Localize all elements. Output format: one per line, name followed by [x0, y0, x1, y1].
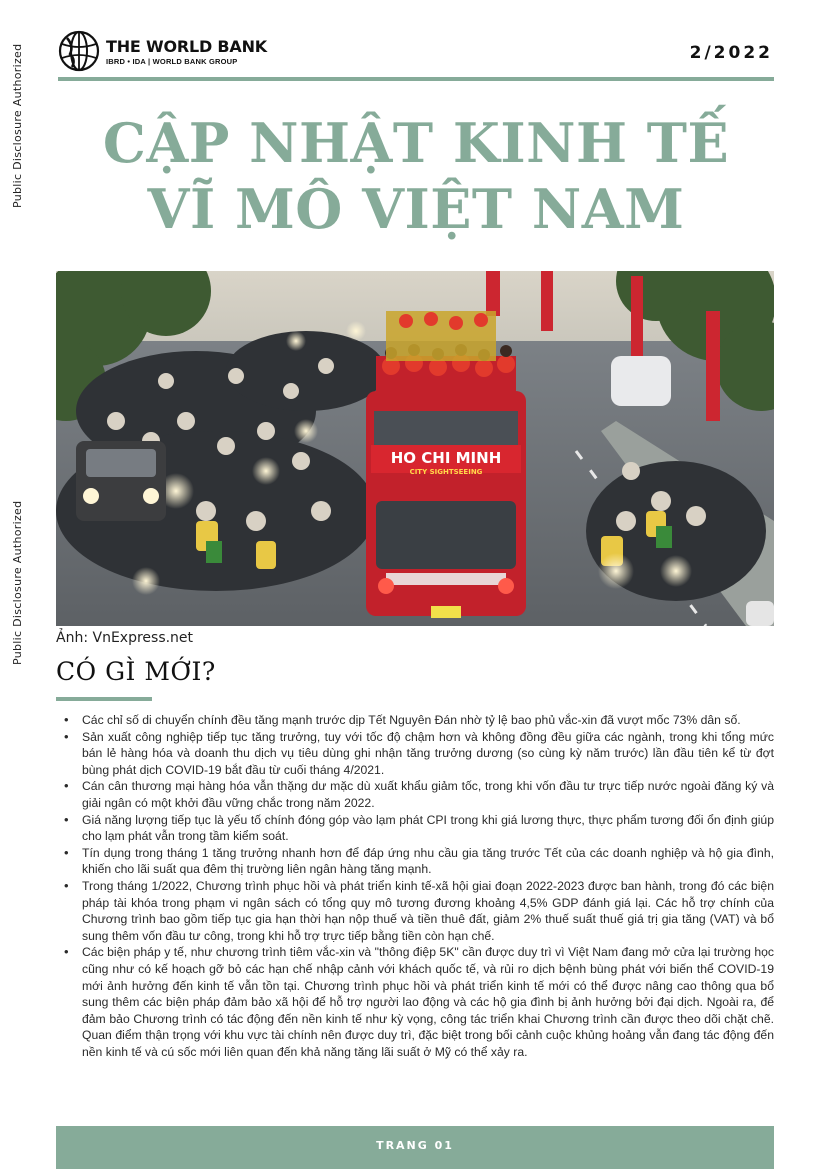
- bullet-item: • Trong tháng 1/2022, Chương trình phục hồi và phát triển kinh tế-xã hội giai đoạn 2022-2023 được ban hành, trong đó các biện pháp tài khóa trong phạm vi ngân sách có tổng quy mô tương đương khoảng 4,5% GDP đánh giá lại. Các hỗ trợ chính của Chương trình bao gồm tiếp tục gia hạn thời hạn nộp thuế và tiền thuê đất, giảm 2% thuế suất thuế giá trị gia tăng (VAT) và bổ sung thêm vốn đầu tư công, trong khi hỗ trợ trực tiếp bằng tiền còn hạn chế.: [62, 878, 774, 944]
- bullet-item: • Tín dụng trong tháng 1 tăng trưởng nhanh hơn để đáp ứng nhu cầu gia tăng trước Tết của các doanh nghiệp và hộ gia đình, khiến cho lãi suất qua đêm thị trường liên ngân hàng tăng mạnh.: [62, 845, 774, 878]
- section-heading: CÓ GÌ MỚI?: [56, 657, 216, 686]
- page-title: [58, 110, 774, 242]
- side-label-bottom: Public Disclosure Authorized: [11, 500, 24, 665]
- side-label-top: Public Disclosure Authorized: [11, 43, 24, 208]
- photo-caption: Ảnh: VnExpress.net: [56, 630, 194, 646]
- page-footer: TRANG 01: [56, 1126, 774, 1169]
- header-divider: [58, 77, 774, 81]
- issue-number: 2/2022: [689, 43, 773, 63]
- title-line-1: CẬP NHẬT KINH TẾ: [102, 111, 730, 175]
- title-line-2: VĨ MÔ VIỆT NAM: [147, 177, 685, 241]
- bullet-item: • Các chỉ số di chuyển chính đều tăng mạnh trước dịp Tết Nguyên Đán nhờ tỷ lệ bao phủ vắc-xin đã vượt mốc 73% dân số.: [62, 712, 774, 729]
- logo-name: THE WORLD BANK: [106, 36, 267, 56]
- bus-subsign: CITY SIGHTSEEING: [409, 468, 483, 476]
- section-heading-underline: [56, 697, 152, 701]
- sightseeing-bus: [366, 311, 526, 618]
- bus-sign: HO CHI MINH: [390, 449, 502, 467]
- cover-photo: [56, 271, 774, 626]
- bullet-item: • Cán cân thương mại hàng hóa vẫn thặng dư mặc dù xuất khẩu giảm tốc, trong khi vốn đầu tư trực tiếp nước ngoài đăng ký và giải ngân có một khởi đầu vững chắc trong năm 2022.: [62, 778, 774, 811]
- bullet-list: [62, 712, 774, 1060]
- bullet-item: • Các biện pháp y tế, như chương trình tiêm vắc-xin và "thông điệp 5K" cần được duy trì vì Việt Nam đang mở cửa lại trường học cũng như có kế hoạch gỡ bỏ các hạn chế nhập cảnh với khách quốc tế, và rủi ro dịch bệnh bùng phát với biến thể COVID-19 mới ảnh hưởng đến kinh tế vẫn tồn tại. Chương trình phục hồi và phát triển kinh tế mới có thể được nâng cao thông qua bổ sung thêm các biện pháp đảm bảo xã hội để hỗ trợ người lao động và các hộ gia đình bị ảnh hưởng bởi đại dịch. Ngoài ra, để đảm bảo Chương trình có tác động đến nền kinh tế như kỳ vọng, công tác triển khai Chương trình cần được theo dõi chặt chẽ. Quan điểm thận trọng với khu vực tài chính nên được duy trì, đặc biệt trong bối cảnh cuộc khủng hoảng vẫn đang tác động đến nền kinh tế và cú sốc mới liên quan đến khả năng tăng lãi suất ở Mỹ có thể xảy ra.: [62, 944, 774, 1060]
- world-bank-logo: [58, 30, 267, 72]
- logo-subtitle: IBRD • IDA | WORLD BANK GROUP: [106, 56, 238, 66]
- bullet-item: • Sản xuất công nghiệp tiếp tục tăng trưởng, tuy với tốc độ chậm hơn và không đồng đều giữa các ngành, trong khi tổng mức bán lẻ hàng hóa và doanh thu dịch vụ tiêu dùng ghi nhận tăng trưởng dương (so cùng kỳ năm trước) lần đầu tiên kể từ đợt bùng phát dịch COVID-19 bắt đầu từ cuối tháng 4/2021.: [62, 729, 774, 779]
- bullet-item: • Giá năng lượng tiếp tục là yếu tố chính đóng góp vào lạm phát CPI trong khi giá lương thực, thực phẩm tương đối ổn định giúp cho lạm phát vẫn trong tầm kiểm soát.: [62, 812, 774, 845]
- street-scene-illustration: [56, 271, 774, 626]
- globe-icon: [58, 30, 100, 72]
